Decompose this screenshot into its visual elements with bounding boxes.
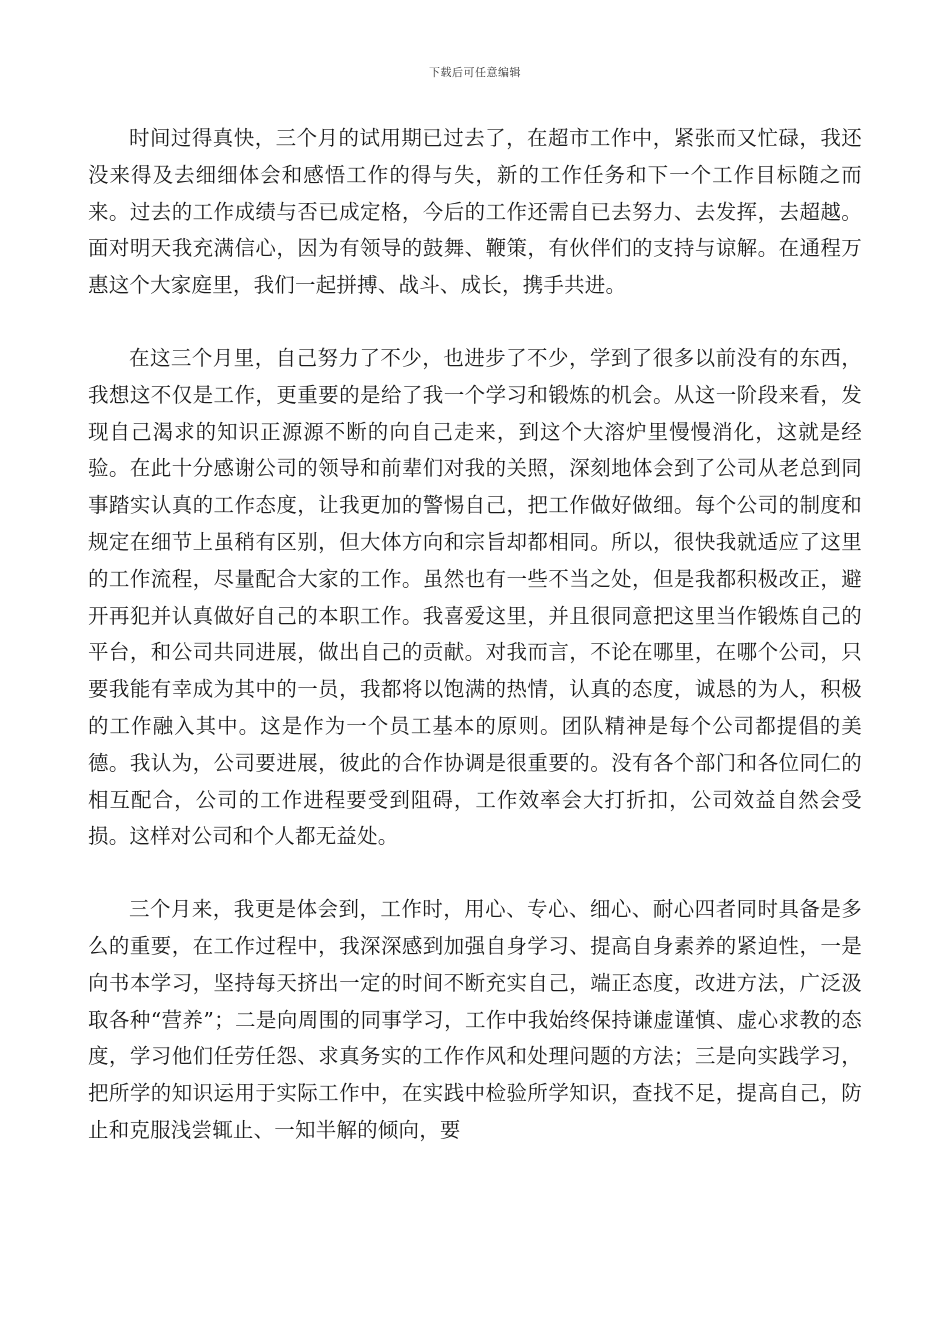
paragraph-1: 时间过得真快，三个月的试用期已过去了，在超市工作中，紧张而又忙碌，我还没来得及去细细体会和感悟工作的得与失，新的工作任务和下一个工作目标随之而来。过去的工作成绩与否已成定格，今后的工作还需自已去努力、去发挥，去超越。面对明天我充满信心，因为有领导的鼓舞、鞭策，有伙伴们的支持与谅解。在通程万惠这个大家庭里，我们一起拼搏、战斗、成长，携手共进。 — [88, 126, 862, 298]
document-body — [88, 120, 862, 1185]
paragraph-2: 在这三个月里，自己努力了不少，也进步了不少，学到了很多以前没有的东西，我想这不仅是工作，更重要的是给了我一个学习和锻炼的机会。从这一阶段来看，发现自己渴求的知识正源源不断的向自己走来，到这个大溶炉里慢慢消化，这就是经验。在此十分感谢公司的领导和前辈们对我的关照，深刻地体会到了公司从老总到同事踏实认真的工作态度，让我更加的警惕自己，把工作做好做细。每个公司的制度和规定在细节上虽稍有区别，但大体方向和宗旨却都相同。所以，很快我就适应了这里的工作流程，尽量配合大家的工作。虽然也有一些不当之处，但是我都积极改正，避开再犯并认真做好自己的本职工作。我喜爱这里，并且很同意把这里当作锻炼自己的平台，和公司共同进展，做出自己的贡献。对我而言，不论在哪里，在哪个公司，只要我能有幸成为其中的一员，我都将以饱满的热情，认真的态度，诚恳的为人，积极的工作融入其中。这是作为一个员工基本的原则。团队精神是每个公司都提倡的美德。我认为，公司要进展，彼此的合作协调是很重要的。没有各个部门和各位同仁的相互配合，公司的工作进程要受到阻碍，工作效率会大打折扣，公司效益自然会受损。这样对公司和个人都无益处。 — [88, 345, 862, 849]
header-note: 下载后可任意编辑 — [429, 66, 521, 79]
paragraph-3: 三个月来，我更是体会到，工作时，用心、专心、细心、耐心四者同时具备是多么的重要，在工作过程中，我深深感到加强自身学习、提高自身素养的紧迫性，一是向书本学习，坚持每天挤出一定的时间不断充实自己，端正态度，改进方法，广泛汲取各种“营养”；二是向周围的同事学习，工作中我始终保持谦虚谨慎、虚心求教的态度，学习他们任劳任怨、求真务实的工作作风和处理问题的方法；三是向实践学习，把所学的知识运用于实际工作中，在实践中检验所学知识，查找不足，提高自己，防止和克服浅尝辄止、一知半解的倾向，要 — [88, 897, 862, 1142]
